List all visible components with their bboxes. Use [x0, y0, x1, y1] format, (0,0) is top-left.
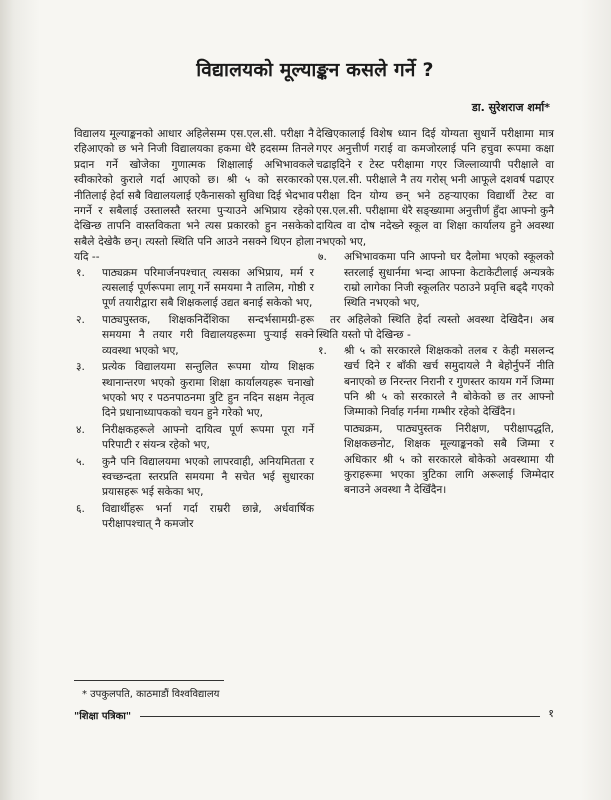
list-item [74, 455, 314, 501]
intro-paragraph: विद्यालय मूल्याङ्कनको आधार अहिलेसम्म एस.एल.सी. परीक्षा नै रहिआएको छ भने निजी विद्यालयका हकमा धेरै हदसम्म तिनले प्रदान गर्ने खोजेका गुणात्मक शिक्षालाई अभिभावकले स्वीकारेको कुराले गर्दा आएको छ। श्री ५ को सरकारको नीतिलाई हेर्दा सबै विद्यालयलाई एकैनासको सुविधा दिई भेदभाव नगर्ने र सबैलाई उस्तालस्तै स्तरमा पुऱ्याउने अभिप्राय रहेको देखिन्छ तापनि वास्तविकता भने त्यस प्रकारको हुन नसकेको सबैले देखेकै छन्। त्यस्तो स्थिति पनि आउने नसक्ने थिएन होला यदि -- [74, 128, 314, 264]
page-footer [74, 706, 554, 722]
list-text: विद्यार्थीहरू भर्ना गर्दा राम्ररी छान्ने, अर्धवार्षिक परीक्षापश्चात् नै कमजोर [102, 502, 314, 531]
list-number: ५. [76, 455, 85, 468]
list-number: ३. [76, 361, 85, 374]
list-item [74, 266, 314, 312]
list-text: प्रत्येक विद्यालयमा सन्तुलित रूपमा योग्य शिक्षक स्थानान्तरण भएको कुरामा शिक्षा कार्यालयहरू चनाखो भएको भए र पठनपाठनमा त्रुटि हुन नदिन सक्षम नेतृत्व दिने प्रधानाध्यापकको चयन हुने गरेको भए, [102, 361, 314, 420]
list-item [316, 344, 554, 421]
body-paragraph: पाठ्यक्रम, पाठ्यपुस्तक निरीक्षण, परीक्षापद्धति, शिक्षकछनोट, शिक्षक मूल्याङ्कनको सबै जिम्मा र अधिकार श्री ५ को सरकारले बोकेको अवस्थामा यी कुराहरूमा भएका त्रुटिका लागि अरूलाई जिम्मेदार बनाउने अवस्था नै देखिँदैन। [344, 422, 554, 497]
article-title: विद्यालयको मूल्याङ्कन कसले गर्ने ? [196, 59, 434, 81]
list-text: अभिभावकमा पनि आफ्नो घर दैलोमा भएको स्कूलको स्तरलाई सुधार्नमा भन्दा आफ्ना केटाकेटीलाई अन्यत्रके राम्रो लागेका निजी स्कूलतिर पठाउने प्रवृत्ति बढ्दै गएको स्थिति नभएको भए, [344, 251, 554, 310]
body-paragraph: तर अहिलेको स्थिति हेर्दा त्यस्तो अवस्था देखिदैन। अब स्थिति यस्तो पो देखिन्छ - [316, 313, 554, 342]
list-item [74, 502, 314, 533]
continued-paragraph: देखिएकालाई विशेष ध्यान दिई योग्यता सुधार्ने परीक्षामा मात्र गएर अनुत्तीर्ण गराई वा कमजोरलाई पनि हचुवा रूपमा कक्षा चढाइदिने र टेस्ट परीक्षामा गएर जिल्लाव्यापी परीक्षाले वा एस.एल.सी. परीक्षाले नै तय गरोस् भनी आफूले दशवर्ष पढाएर परीक्षा दिन योग्य छन् भने ठहऱ्याएका विद्यार्थी टेस्ट वा एस.एल.सी. परीक्षामा धेरै सङ्ख्यामा अनुत्तीर्ण हुँदा आफ्नो कुनै दायित्व वा दोष नदेख्ने स्कूल वा शिक्षा कार्यालय हुने अवस्था नभएको भए, [316, 128, 554, 248]
list-number: ४. [76, 423, 85, 436]
list-number: १. [76, 266, 85, 279]
right-column [316, 127, 554, 499]
list-number: ६. [76, 502, 85, 515]
list-text: पाठ्यक्रम परिमार्जनपश्चात् त्यसका अभिप्राय, मर्म र त्यसलाई पूर्णरूपमा लागू गर्ने समयमा नै तालिम, गोष्ठी र पूर्ण तयारीद्वारा सबै शिक्षकलाई उद्यत बनाई सकेको भए, [102, 266, 314, 310]
footnote-rule [74, 680, 224, 681]
list-number: २. [76, 313, 85, 326]
footnote: * उपकुलपति, काठमाडौं विश्वविद्यालय [82, 689, 220, 700]
list-number: १. [318, 344, 327, 357]
list-text: निरीक्षकहरूले आफ्नो दायित्व पूर्ण रूपमा पूरा गर्ने परिपाटी र संयन्त्र रहेको भए, [102, 423, 314, 452]
list-text: श्री ५ को सरकारले शिक्षकको तलब र केही मसलन्द खर्च दिने र बाँकी खर्च समुदायले नै बेहोर्नुपर्ने नीति बनाएको छ निरन्तर निरानी र गुणस्तर कायम गर्ने जिम्मा पनि श्री ५ को सरकारले नै बोकेको छ तर आफ्नो जिम्माको निर्वाह गर्नमा गम्भीर रहेको देखिँदैन। [344, 344, 554, 419]
list-item [316, 250, 554, 312]
list-item [74, 313, 314, 359]
list-item [74, 423, 314, 454]
list-text: पाठ्यपुस्तक, शिक्षकनिर्देशिका सन्दर्भसामग्री-हरू समयमा नै तयार गरी विद्यालयहरूमा पुऱ्याई सक्ने व्यवस्था भएको भए, [102, 313, 314, 357]
magazine-name: "शिक्षा पत्रिका" [74, 711, 132, 722]
list-text: कुनै पनि विद्यालयमा भएको लापरवाही, अनियमितता र स्वच्छन्दता स्तरप्रति समयमा नै सचेत भई सुधारका प्रयासहरू भई सकेका भए, [102, 455, 314, 499]
list-number: ७. [318, 251, 327, 264]
author-name: डा. सुरेशराज शर्मा* [471, 101, 550, 114]
list-item [74, 360, 314, 422]
page-number: १ [548, 707, 554, 720]
left-column [74, 127, 314, 534]
footer-rule [140, 716, 540, 717]
